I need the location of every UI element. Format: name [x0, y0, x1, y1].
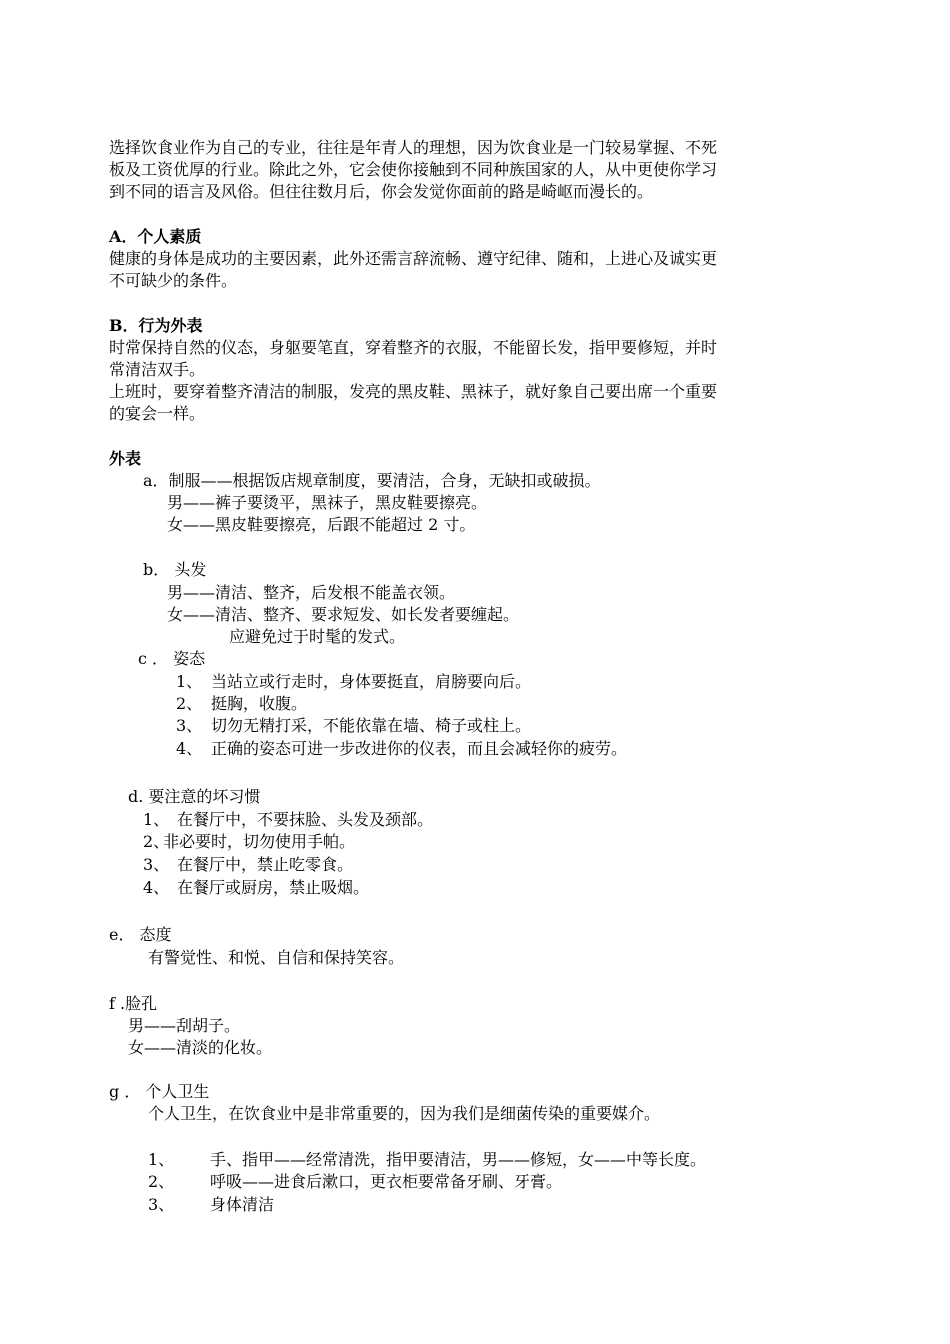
item-g-list-item-1 — [148, 1149, 706, 1171]
intro-line-1: 选择饮食业作为自己的专业，往往是年青人的理想，因为饮食业是一门较易掌握、不死 — [109, 138, 718, 157]
item-d-title: d. 要注意的坏习惯 — [128, 787, 261, 806]
list-number: 3、 — [148, 1195, 175, 1214]
item-g-title: g ． 个人卫生 — [109, 1082, 210, 1101]
item-b-male: 男——清洁、整齐，后发根不能盖衣领。 — [167, 583, 456, 602]
item-e-title: e． 态度 — [109, 925, 172, 944]
item-e-body: 有警觉性、和悦、自信和保持笑容。 — [148, 948, 405, 967]
list-number: 2、 — [148, 1172, 175, 1191]
item-c-title: c ． 姿态 — [138, 649, 206, 668]
item-c-list-item-2 — [176, 693, 307, 715]
list-text: 非必要时，切勿使用手帕。 — [163, 832, 356, 851]
list-text: 正确的姿态可进一步改进你的仪表，而且会减轻你的疲劳。 — [211, 739, 628, 758]
list-text: 切勿无精打采，不能依靠在墙、椅子或柱上。 — [211, 716, 532, 735]
item-d-list-item-3 — [143, 854, 353, 876]
list-text: 挺胸，收腹。 — [211, 694, 308, 713]
list-number: 2、 — [176, 694, 203, 713]
item-c-list-item-4 — [176, 738, 627, 760]
item-a-male: 男——裤子要烫平，黑袜子，黑皮鞋要擦亮。 — [167, 493, 488, 512]
section-b-line-1: 时常保持自然的仪态，身躯要笔直，穿着整齐的衣服，不能留长发，指甲要修短，并时 — [109, 338, 718, 357]
item-f-male: 男——刮胡子。 — [128, 1016, 241, 1035]
item-f-title: f .脸孔 — [109, 994, 158, 1013]
list-number: 1、 — [148, 1150, 175, 1169]
section-a-heading: A．个人素质 — [109, 227, 202, 246]
section-b-line-4: 的宴会一样。 — [109, 404, 206, 423]
list-number: 4、 — [143, 878, 170, 897]
list-number: 1、 — [176, 672, 203, 691]
list-number: 3、 — [176, 716, 203, 735]
item-b-female-2: 应避免过于时髦的发式。 — [229, 627, 406, 646]
item-d-list-item-1 — [143, 809, 433, 831]
section-a-line-1: 健康的身体是成功的主要因素，此外还需言辞流畅、遵守纪律、随和，上进心及诚实更 — [109, 249, 718, 268]
list-text: 呼吸——进食后漱口，更衣柜要常备牙刷、牙膏。 — [210, 1172, 563, 1191]
item-d-list-item-2 — [143, 831, 355, 853]
list-text: 在餐厅中，禁止吃零食。 — [177, 855, 354, 874]
list-text: 当站立或行走时，身体要挺直，肩膀要向后。 — [211, 672, 532, 691]
item-b-female: 女——清洁、整齐、要求短发、如长发者要缠起。 — [167, 605, 520, 624]
list-number: 3、 — [143, 855, 170, 874]
intro-line-2: 板及工资优厚的行业。除此之外，它会使你接触到不同种族国家的人，从中更使你学习 — [109, 160, 718, 179]
item-b-title: b． 头发 — [143, 560, 207, 579]
section-b-line-2: 常清洁双手。 — [109, 360, 206, 379]
list-number: 2、 — [143, 832, 170, 851]
section-b-heading: B．行为外表 — [109, 316, 203, 335]
list-text: 身体清洁 — [210, 1195, 275, 1214]
appearance-heading: 外表 — [109, 449, 142, 468]
intro-line-3: 到不同的语言及风俗。但往往数月后，你会发觉你面前的路是崎岖而漫长的。 — [109, 182, 654, 201]
item-c-list-item-1 — [176, 671, 531, 693]
section-b-line-3: 上班时，要穿着整齐清洁的制服，发亮的黑皮鞋、黑袜子，就好象自己要出席一个重要 — [109, 382, 718, 401]
list-number: 1、 — [143, 810, 170, 829]
item-c-list-item-3 — [176, 715, 531, 737]
list-text: 在餐厅或厨房，禁止吸烟。 — [177, 878, 370, 897]
list-text: 在餐厅中，不要抹脸、头发及颈部。 — [177, 810, 434, 829]
item-a-female: 女——黑皮鞋要擦亮，后跟不能超过 2 寸。 — [167, 515, 476, 534]
item-g-list-item-2 — [148, 1171, 562, 1193]
item-a-title: a．制服——根据饭店规章制度，要清洁，合身，无缺扣或破损。 — [143, 471, 601, 490]
item-g-list-item-3 — [148, 1194, 274, 1216]
list-text: 手、指甲——经常清洗，指甲要清洁，男——修短，女——中等长度。 — [210, 1150, 707, 1169]
item-f-female: 女——清淡的化妆。 — [128, 1038, 273, 1057]
item-g-body: 个人卫生，在饮食业中是非常重要的，因为我们是细菌传染的重要媒介。 — [148, 1104, 661, 1123]
item-d-list-item-4 — [143, 877, 369, 899]
list-number: 4、 — [176, 739, 203, 758]
section-a-line-2: 不可缺少的条件。 — [109, 271, 238, 290]
